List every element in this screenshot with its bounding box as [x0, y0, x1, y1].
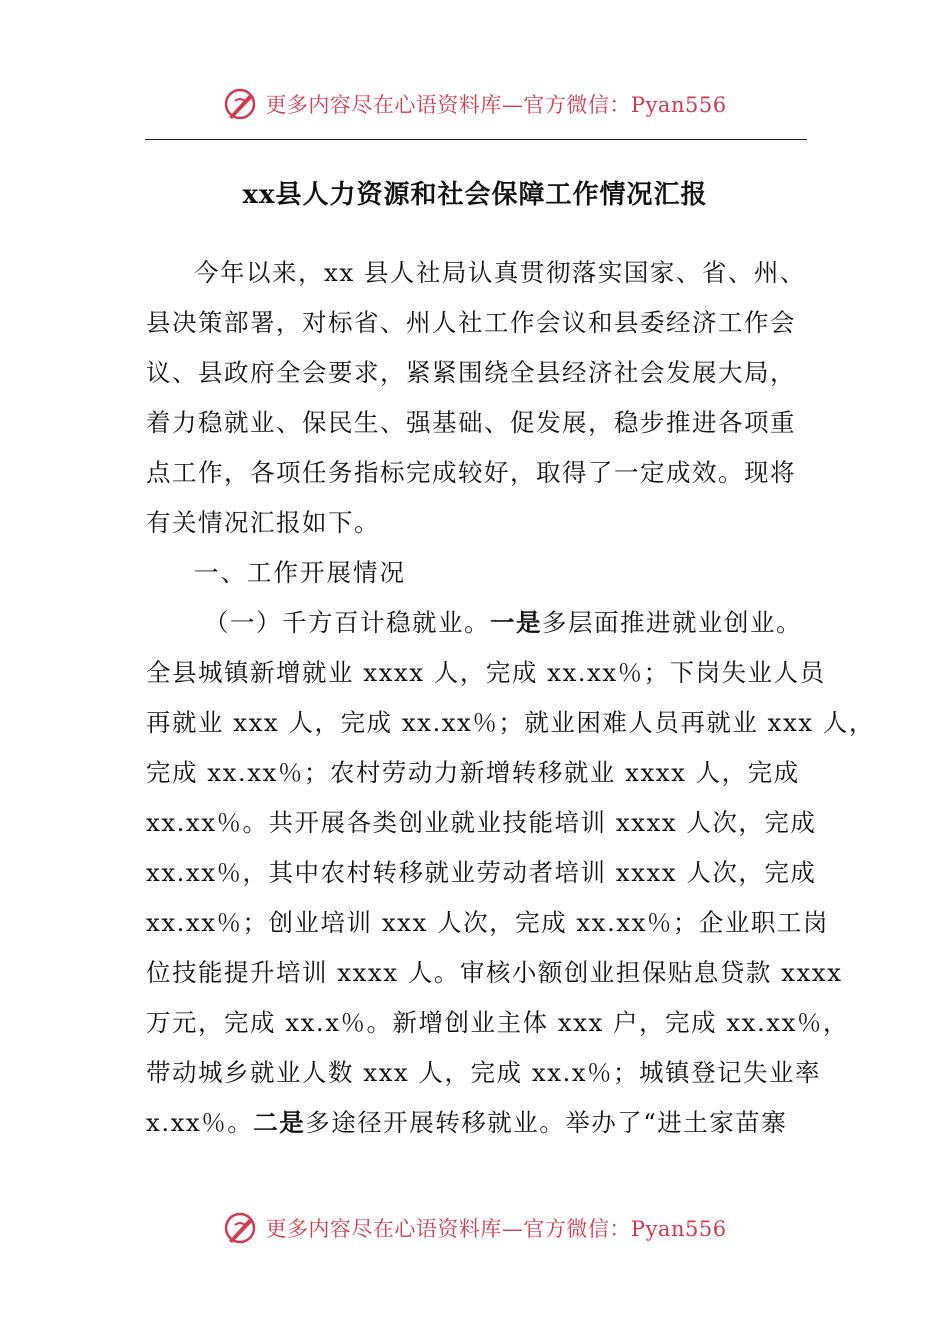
body-line — [146, 1098, 806, 1148]
section-heading: 一、工作开展情况 — [194, 558, 406, 587]
body-line: 万元，完成 xx.x％。新增创业主体 xxx 户，完成 xx.xx％， — [146, 1008, 849, 1037]
body-text: x.xx％。 — [146, 1108, 254, 1137]
body-line: 点工作，各项任务指标完成较好，取得了一定成效。现将 — [146, 458, 796, 487]
body-line: 再就业 xxx 人，完成 xx.xx％；就业困难人员再就业 xxx 人， — [146, 708, 875, 737]
watermark-text: 更多内容尽在心语资料库—官方微信：Pyan556 — [265, 1217, 727, 1241]
body-line: xx.xx％。共开展各类创业就业技能培训 xxxx 人次，完成 — [146, 808, 817, 837]
body-line: 着力稳就业、保民生、强基础、促发展，稳步推进各项重 — [146, 408, 796, 437]
document-body — [146, 248, 875, 1148]
watermark-text: 更多内容尽在心语资料库—官方微信：Pyan556 — [265, 93, 727, 117]
body-text: 多途径开展转移就业。举办了“进土家苗寨 — [305, 1108, 788, 1137]
header-divider — [145, 139, 807, 140]
footer-watermark — [0, 1208, 950, 1248]
body-line: 位技能提升培训 xxxx 人。审核小额创业担保贴息贷款 xxxx — [146, 958, 843, 987]
pen-logo-icon — [223, 87, 257, 121]
pen-logo-icon — [223, 1211, 257, 1245]
body-line: 议、县政府全会要求，紧紧围绕全县经济社会发展大局， — [146, 358, 796, 387]
subsection-line — [146, 598, 806, 648]
body-line: 全县城镇新增就业 xxxx 人，完成 xx.xx％；下岗失业人员 — [146, 658, 826, 687]
body-line: xx.xx％；创业培训 xxx 人次，完成 xx.xx％；企业职工岗 — [146, 908, 829, 937]
body-line: 县决策部署，对标省、州人社工作会议和县委经济工作会 — [146, 308, 796, 337]
subsection-text: 多层面推进就业创业。 — [542, 608, 802, 637]
body-line: 今年以来，xx 县人社局认真贯彻落实国家、省、州、 — [194, 258, 806, 287]
body-line: xx.xx％，其中农村转移就业劳动者培训 xxxx 人次，完成 — [146, 858, 817, 887]
subsection-title: （一）千方百计稳就业。 — [204, 608, 490, 637]
keyword-first: 一是 — [490, 608, 542, 637]
body-line: 完成 xx.xx％；农村劳动力新增转移就业 xxxx 人，完成 — [146, 758, 800, 787]
keyword-second: 二是 — [253, 1108, 306, 1137]
document-title: xx县人力资源和社会保障工作情况汇报 — [242, 180, 708, 210]
header-watermark — [0, 84, 950, 124]
body-line: 有关情况汇报如下。 — [146, 508, 380, 537]
body-line: 带动城乡就业人数 xxx 人，完成 xx.x％；城镇登记失业率 — [146, 1058, 822, 1087]
